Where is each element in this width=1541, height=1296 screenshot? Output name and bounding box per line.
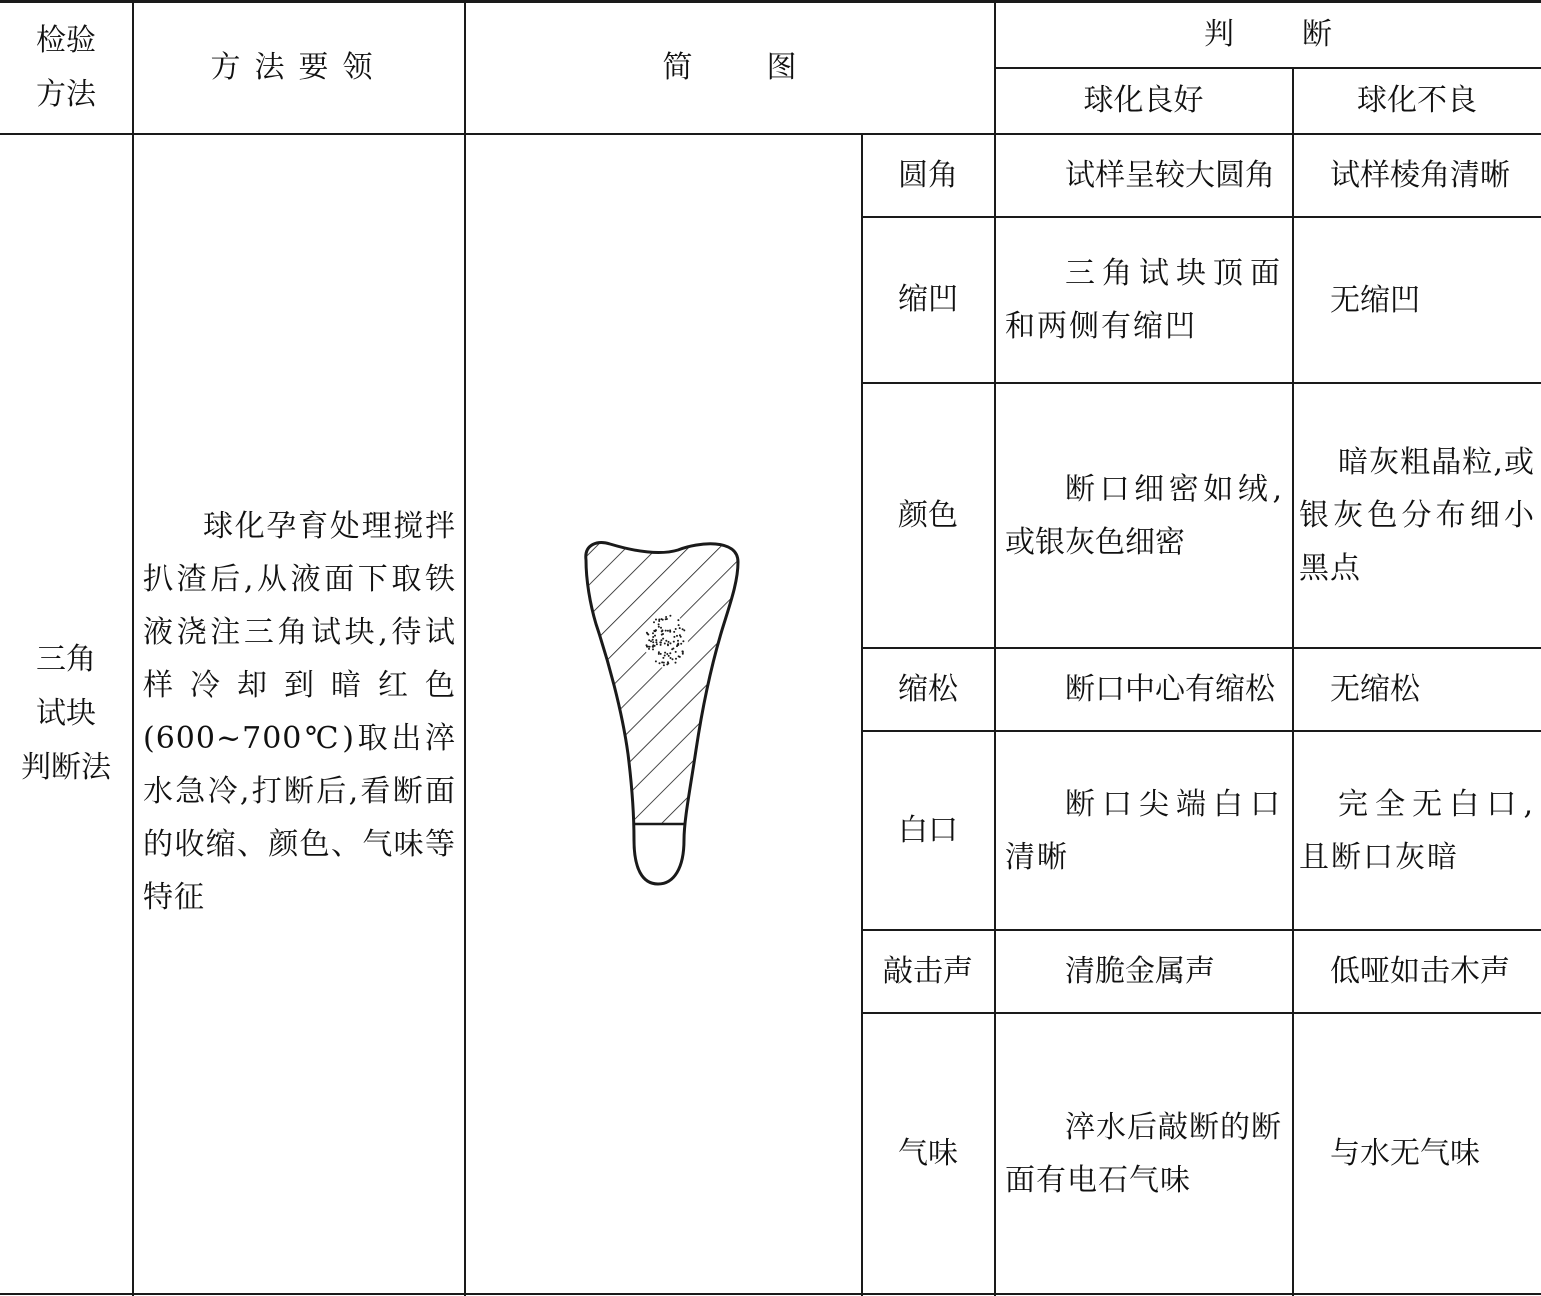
shrinkage-dot — [662, 619, 664, 621]
shrinkage-dot — [652, 641, 654, 643]
criteria-good-1-text: 试样呈较大圆角 — [1065, 158, 1275, 193]
shrinkage-dot — [662, 657, 664, 659]
criteria-good-2 — [995, 218, 1292, 382]
shrinkage-dot — [683, 629, 685, 631]
method-name-line-2: 试块 — [36, 696, 96, 731]
shrinkage-dot — [655, 619, 657, 621]
shrinkage-dot — [675, 651, 677, 653]
criteria-bad-1-text: 试样棱角清晰 — [1330, 158, 1510, 193]
criteria-good-4-text: 断口中心有缩松 — [1065, 672, 1275, 707]
shrinkage-dot — [667, 661, 669, 663]
method-name — [0, 135, 132, 1293]
shrinkage-dot — [664, 652, 666, 654]
criteria-item-7-label: 气味 — [898, 1135, 958, 1171]
criteria-good-3 — [995, 384, 1292, 647]
criteria-bad-1 — [1293, 135, 1541, 216]
criteria-good-1 — [995, 135, 1292, 216]
shrinkage-dot — [665, 640, 667, 642]
shrinkage-dot — [652, 648, 654, 650]
shrinkage-dot — [673, 636, 675, 638]
method-name-line-1: 三角 — [36, 642, 96, 677]
criteria-bad-4 — [1293, 649, 1541, 730]
shrinkage-dot — [671, 648, 673, 650]
shrinkage-dot — [665, 616, 667, 618]
header-good — [995, 68, 1292, 133]
procedure-text-cell — [133, 500, 464, 934]
criteria-good-6 — [995, 931, 1292, 1012]
criteria-item-7 — [862, 1014, 994, 1293]
shrinkage-dot — [660, 653, 662, 655]
criteria-item-1-label: 圆角 — [898, 157, 958, 193]
criteria-item-4 — [862, 649, 994, 730]
header-diagram-label: 简图 — [662, 50, 871, 85]
criteria-bad-3-text: 暗灰粗晶粒,或银灰色分布细小黑点 — [1299, 445, 1535, 586]
method-name-line-3: 判断法 — [21, 750, 111, 785]
header-procedure-label: 方法要领 — [210, 50, 387, 85]
triangle-sample-diagram — [560, 520, 760, 900]
header-method — [0, 3, 132, 133]
criteria-good-2-text: 三角试块顶面和两侧有缩凹 — [1005, 256, 1282, 344]
criteria-bad-5 — [1293, 732, 1541, 929]
shrinkage-dot — [646, 644, 648, 646]
procedure-text: 球化孕育处理搅拌扒渣后,从液面下取铁液浇注三角试块,待试样冷却到暗红色(600~700℃)取出淬水急冷,打断后,看断面的收缩、颜色、气味等特征 — [143, 509, 456, 915]
shrinkage-dot — [660, 627, 662, 629]
shrinkage-dot — [669, 652, 671, 654]
shrinkage-dot — [667, 643, 669, 645]
criteria-good-4 — [995, 649, 1292, 730]
shrinkage-dot — [669, 629, 671, 631]
criteria-item-5 — [862, 732, 994, 929]
shrinkage-dot — [666, 653, 668, 655]
criteria-bad-4-text: 无缩松 — [1330, 672, 1420, 707]
shrinkage-dot — [682, 653, 684, 655]
shrinkage-dot — [682, 628, 684, 630]
shrinkage-dot — [655, 630, 657, 632]
criteria-bad-7-text: 与水无气味 — [1330, 1136, 1480, 1171]
shrinkage-dot — [648, 639, 650, 641]
shrinkage-dot — [670, 642, 672, 644]
shrinkage-dot — [655, 660, 657, 662]
shrinkage-dot — [656, 643, 658, 645]
header-procedure — [133, 3, 464, 133]
shrinkage-dot — [670, 657, 672, 659]
shrinkage-dot — [675, 658, 677, 660]
shrinkage-dot — [665, 618, 667, 620]
shrinkage-dot — [660, 644, 662, 646]
header-judgement — [995, 3, 1541, 67]
shrinkage-dot — [663, 662, 665, 664]
shrinkage-dot — [660, 642, 662, 644]
criteria-item-4-label: 缩松 — [898, 671, 958, 707]
shrinkage-dot — [668, 655, 670, 657]
shrinkage-dot — [649, 646, 651, 648]
shrinkage-dot — [664, 655, 666, 657]
shrinkage-dot — [667, 630, 669, 632]
shrinkage-dot — [677, 643, 679, 645]
shrinkage-dot — [658, 623, 660, 625]
criteria-bad-2 — [1293, 218, 1541, 382]
criteria-item-3 — [862, 384, 994, 647]
criteria-bad-5-text: 完全无白口,且断口灰暗 — [1299, 786, 1535, 875]
criteria-item-2 — [862, 218, 994, 382]
shrinkage-dot — [682, 650, 684, 652]
shrinkage-dot — [679, 627, 681, 629]
header-method-line-2: 方法 — [36, 77, 96, 112]
header-diagram — [465, 3, 994, 133]
header-bad — [1293, 68, 1541, 133]
criteria-good-7 — [995, 1014, 1292, 1293]
criteria-item-2-label: 缩凹 — [898, 282, 958, 317]
shrinkage-dot — [654, 645, 656, 647]
shrinkage-dot — [673, 641, 675, 643]
criteria-bad-6-text: 低哑如击木声 — [1330, 954, 1510, 989]
criteria-item-3-label: 颜色 — [898, 497, 958, 533]
shrinkage-dot — [652, 636, 654, 638]
criteria-item-1 — [862, 135, 994, 216]
shrinkage-dot — [662, 638, 664, 640]
shrinkage-dot — [675, 662, 677, 664]
shrinkage-dot — [672, 658, 674, 660]
criteria-bad-3 — [1293, 384, 1541, 647]
shrinkage-dot — [679, 634, 681, 636]
header-bad-label: 球化不良 — [1357, 82, 1477, 118]
criteria-bad-2-text: 无缩凹 — [1330, 282, 1420, 318]
criteria-item-6 — [862, 931, 994, 1012]
shrinkage-dot — [664, 643, 666, 645]
shrinkage-dot — [680, 643, 682, 645]
col-rule-2 — [464, 0, 466, 1296]
shrinkage-dot — [652, 632, 654, 634]
criteria-item-6-label: 敲击声 — [883, 953, 973, 989]
criteria-good-5-text: 断口尖端白口清晰 — [1005, 786, 1282, 875]
shrinkage-dot — [650, 640, 652, 642]
shrinkage-dot — [673, 631, 675, 633]
criteria-bad-7 — [1293, 1014, 1541, 1293]
shrinkage-dot — [665, 630, 667, 632]
criteria-bad-6 — [1293, 931, 1541, 1012]
shrinkage-dot — [658, 653, 660, 655]
shrinkage-dot — [669, 615, 671, 617]
shrinkage-dot — [646, 632, 648, 634]
shrinkage-dot — [659, 662, 661, 664]
table-bottom-rule — [0, 1293, 1541, 1295]
shrinkage-dot — [660, 639, 662, 641]
shrinkage-dot — [663, 664, 665, 666]
shrinkage-dot — [677, 619, 679, 621]
criteria-good-5 — [995, 732, 1292, 929]
shrinkage-dot — [655, 641, 657, 643]
criteria-good-3-text: 断口细密如绒,或银灰色细密 — [1005, 471, 1282, 560]
shrinkage-dot — [668, 641, 670, 643]
header-good-label: 球化良好 — [1083, 82, 1204, 118]
shrinkage-dot — [655, 639, 657, 641]
shrinkage-dot — [653, 621, 655, 623]
criteria-item-5-label: 白口 — [898, 812, 958, 848]
shrinkage-dot — [676, 635, 678, 637]
shrinkage-dot — [661, 634, 663, 636]
shrinkage-dot — [682, 640, 684, 642]
shrinkage-dot — [675, 628, 677, 630]
shrinkage-dot — [678, 624, 680, 626]
header-judgement-label: 判断 — [1204, 17, 1400, 52]
shrinkage-dot — [679, 656, 681, 658]
shrinkage-dot — [648, 648, 650, 650]
shrinkage-dot — [658, 626, 660, 628]
shrinkage-dot — [677, 640, 679, 642]
shrinkage-dot — [654, 635, 656, 637]
shrinkage-dot — [661, 629, 663, 631]
shrinkage-dot — [658, 619, 660, 621]
criteria-good-7-text: 淬水后敲断的断面有电石气味 — [1005, 1109, 1282, 1198]
criteria-good-6-text: 清脆金属声 — [1065, 954, 1215, 989]
shrinkage-dot — [652, 639, 654, 641]
header-method-line-1: 检验 — [36, 23, 96, 58]
